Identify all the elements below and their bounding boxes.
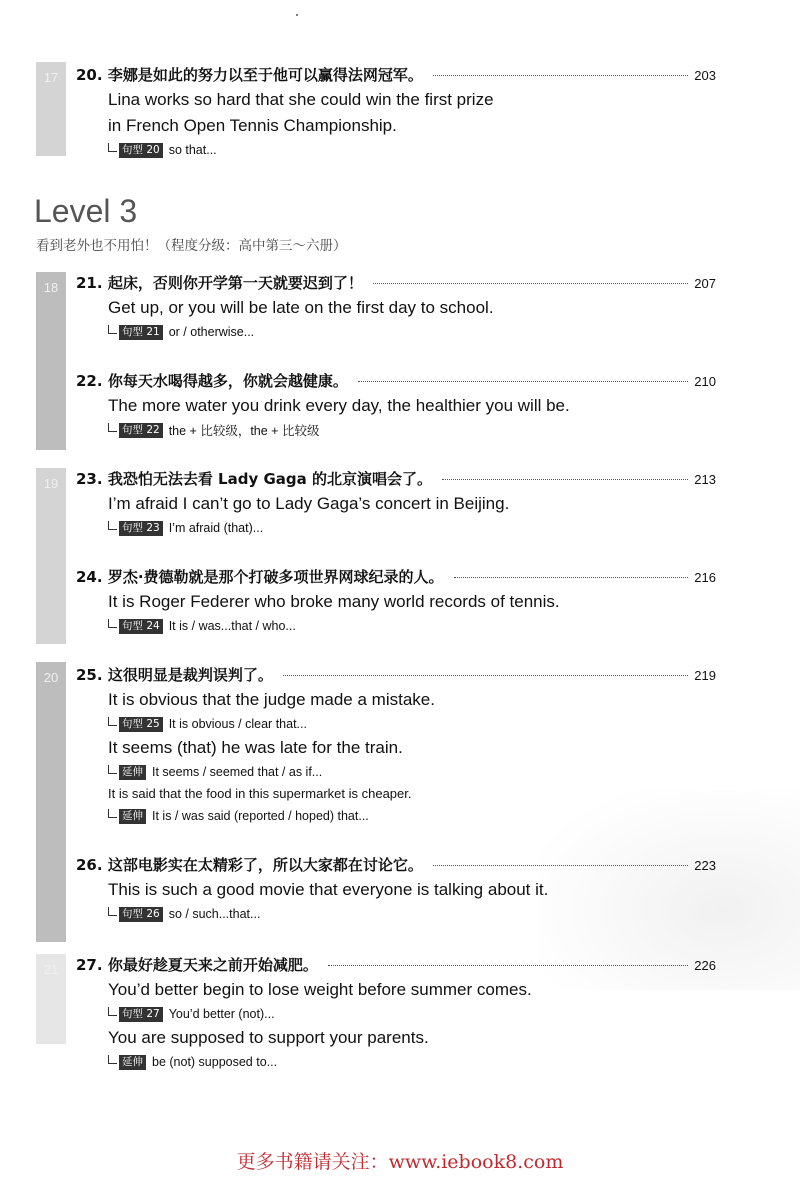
entry-english: It is Roger Federer who broke many world records of tennis. (108, 592, 560, 611)
entry-chinese: 起床，否则你开学第一天就要迟到了！ (107, 274, 363, 292)
sentence-pattern (108, 419, 716, 441)
page-number: 226 (694, 958, 716, 973)
leader-dots (373, 283, 688, 284)
hook-icon (108, 1007, 117, 1016)
pattern-badge: 句型 20 (119, 143, 163, 158)
entry-heading (76, 64, 716, 85)
leader-dots (358, 381, 688, 382)
extension-badge: 延伸 (119, 765, 146, 780)
pattern-badge: 句型 27 (119, 1007, 163, 1022)
hook-icon (108, 143, 117, 152)
pattern-text: You’d better (not)... (168, 1007, 275, 1021)
hook-icon (108, 717, 117, 726)
hook-icon (108, 765, 117, 774)
pattern-badge: 句型 26 (119, 907, 163, 922)
sentence-pattern (108, 903, 716, 925)
sentence-pattern (108, 1003, 716, 1025)
entry-english: This is such a good movie that everyone is talking about it. (108, 880, 549, 899)
chapter-tab-17: 17 (36, 62, 66, 156)
pattern-text: It is / was said (reported / hoped) that... (152, 809, 369, 823)
hook-icon (108, 907, 117, 916)
leader-dots (454, 577, 689, 578)
leader-dots (328, 965, 688, 966)
sentence-pattern (108, 517, 716, 539)
hook-icon (108, 619, 117, 628)
hook-icon (108, 1055, 117, 1064)
entry-chinese: 我恐怕无法去看 Lady Gaga 的北京演唱会了。 (107, 470, 432, 488)
chapter-tab-20: 20 (36, 662, 66, 942)
leader-dots (283, 675, 688, 676)
sentence-pattern (108, 139, 716, 161)
chapter-tab-19: 19 (36, 468, 66, 644)
entry-number: 21. (76, 274, 103, 292)
entry-21 (76, 272, 716, 343)
entry-number: 26. (76, 856, 103, 874)
pattern-badge: 句型 24 (119, 619, 163, 634)
entry-heading (76, 566, 716, 587)
entry-number: 24. (76, 568, 103, 586)
entry-number: 20. (76, 66, 103, 84)
page-number: 213 (694, 472, 716, 487)
entry-heading (76, 272, 716, 293)
pattern-text: It seems / seemed that / as if... (152, 765, 323, 779)
footer-promo-link[interactable]: 更多书籍请关注：www.iebook8.com (236, 1151, 564, 1173)
extension-badge: 延伸 (119, 809, 146, 824)
pattern-text: so / such...that... (168, 907, 261, 921)
leader-dots (433, 75, 688, 76)
sentence-pattern (108, 615, 716, 637)
sentence-pattern (108, 321, 716, 343)
pattern-text: be (not) supposed to... (152, 1055, 278, 1069)
entry-chinese: 你每天水喝得越多，你就会越健康。 (107, 372, 348, 390)
entry-english: You’d better begin to lose weight before summer comes. (108, 980, 532, 999)
entry-25 (76, 664, 716, 827)
entry-24 (76, 566, 716, 637)
extension-badge: 延伸 (119, 1055, 146, 1070)
hook-icon (108, 521, 117, 530)
entry-english: Get up, or you will be late on the first day to school. (108, 298, 494, 317)
extension-english: It seems (that) he was late for the train. (108, 738, 403, 757)
page-dot (296, 14, 298, 16)
chapter-tab-18: 18 (36, 272, 66, 450)
entry-heading (76, 664, 716, 685)
entry-english: I’m afraid I can’t go to Lady Gaga’s concert in Beijing. (108, 494, 510, 513)
pattern-text: so that... (168, 143, 217, 157)
entry-chinese: 这部电影实在太精彩了，所以大家都在讨论它。 (107, 856, 423, 874)
extension-english: You are supposed to support your parents. (108, 1028, 429, 1047)
hook-icon (108, 325, 117, 334)
page-number: 203 (694, 68, 716, 83)
entry-heading (76, 854, 716, 875)
page-number: 207 (694, 276, 716, 291)
entry-chinese: 李娜是如此的努力以至于他可以赢得法网冠军。 (107, 66, 423, 84)
hook-icon (108, 423, 117, 432)
pattern-text: It is / was...that / who... (168, 619, 296, 633)
entry-27 (76, 954, 716, 1073)
entry-number: 25. (76, 666, 103, 684)
entry-number: 23. (76, 470, 103, 488)
leader-dots (433, 865, 688, 866)
extension-pattern (108, 761, 716, 783)
entry-heading (76, 370, 716, 391)
entry-number: 22. (76, 372, 103, 390)
extension-pattern (108, 805, 716, 827)
entry-english: Lina works so hard that she could win the first prize (108, 90, 494, 109)
entry-26 (76, 854, 716, 925)
entry-number: 27. (76, 956, 103, 974)
entry-20 (76, 64, 716, 161)
entry-english: The more water you drink every day, the healthier you will be. (108, 396, 570, 415)
level-subtitle: 看到老外也不用怕！（程度分级：高中第三～六册） (36, 238, 347, 254)
leader-dots (442, 479, 688, 480)
page-number: 210 (694, 374, 716, 389)
pattern-badge: 句型 22 (119, 423, 163, 438)
level-title: Level 3 (34, 193, 138, 229)
pattern-badge: 句型 23 (119, 521, 163, 536)
pattern-text: or / otherwise... (168, 325, 255, 339)
entry-22 (76, 370, 716, 441)
pattern-text: It is obvious / clear that... (168, 717, 307, 731)
entry-english: in French Open Tennis Championship. (108, 116, 397, 135)
entry-english: It is obvious that the judge made a mistake. (108, 690, 435, 709)
pattern-badge: 句型 25 (119, 717, 163, 732)
page-number: 223 (694, 858, 716, 873)
page-number: 219 (694, 668, 716, 683)
entry-heading (76, 954, 716, 975)
entry-heading (76, 468, 716, 489)
pattern-text: the + 比较级，the + 比较级 (168, 424, 320, 438)
sentence-pattern (108, 713, 716, 735)
page-number: 216 (694, 570, 716, 585)
pattern-badge: 句型 21 (119, 325, 163, 340)
extension-english: It is said that the food in this supermarket is cheaper. (108, 786, 412, 801)
entry-chinese: 罗杰·费德勒就是那个打破多项世界网球纪录的人。 (107, 568, 444, 586)
entry-chinese: 你最好趁夏天来之前开始减肥。 (107, 956, 318, 974)
pattern-text: I’m afraid (that)... (168, 521, 264, 535)
chapter-tab-21: 21 (36, 954, 66, 1044)
hook-icon (108, 809, 117, 818)
entry-chinese: 这很明显是裁判误判了。 (107, 666, 273, 684)
entry-23 (76, 468, 716, 539)
extension-pattern (108, 1051, 716, 1073)
